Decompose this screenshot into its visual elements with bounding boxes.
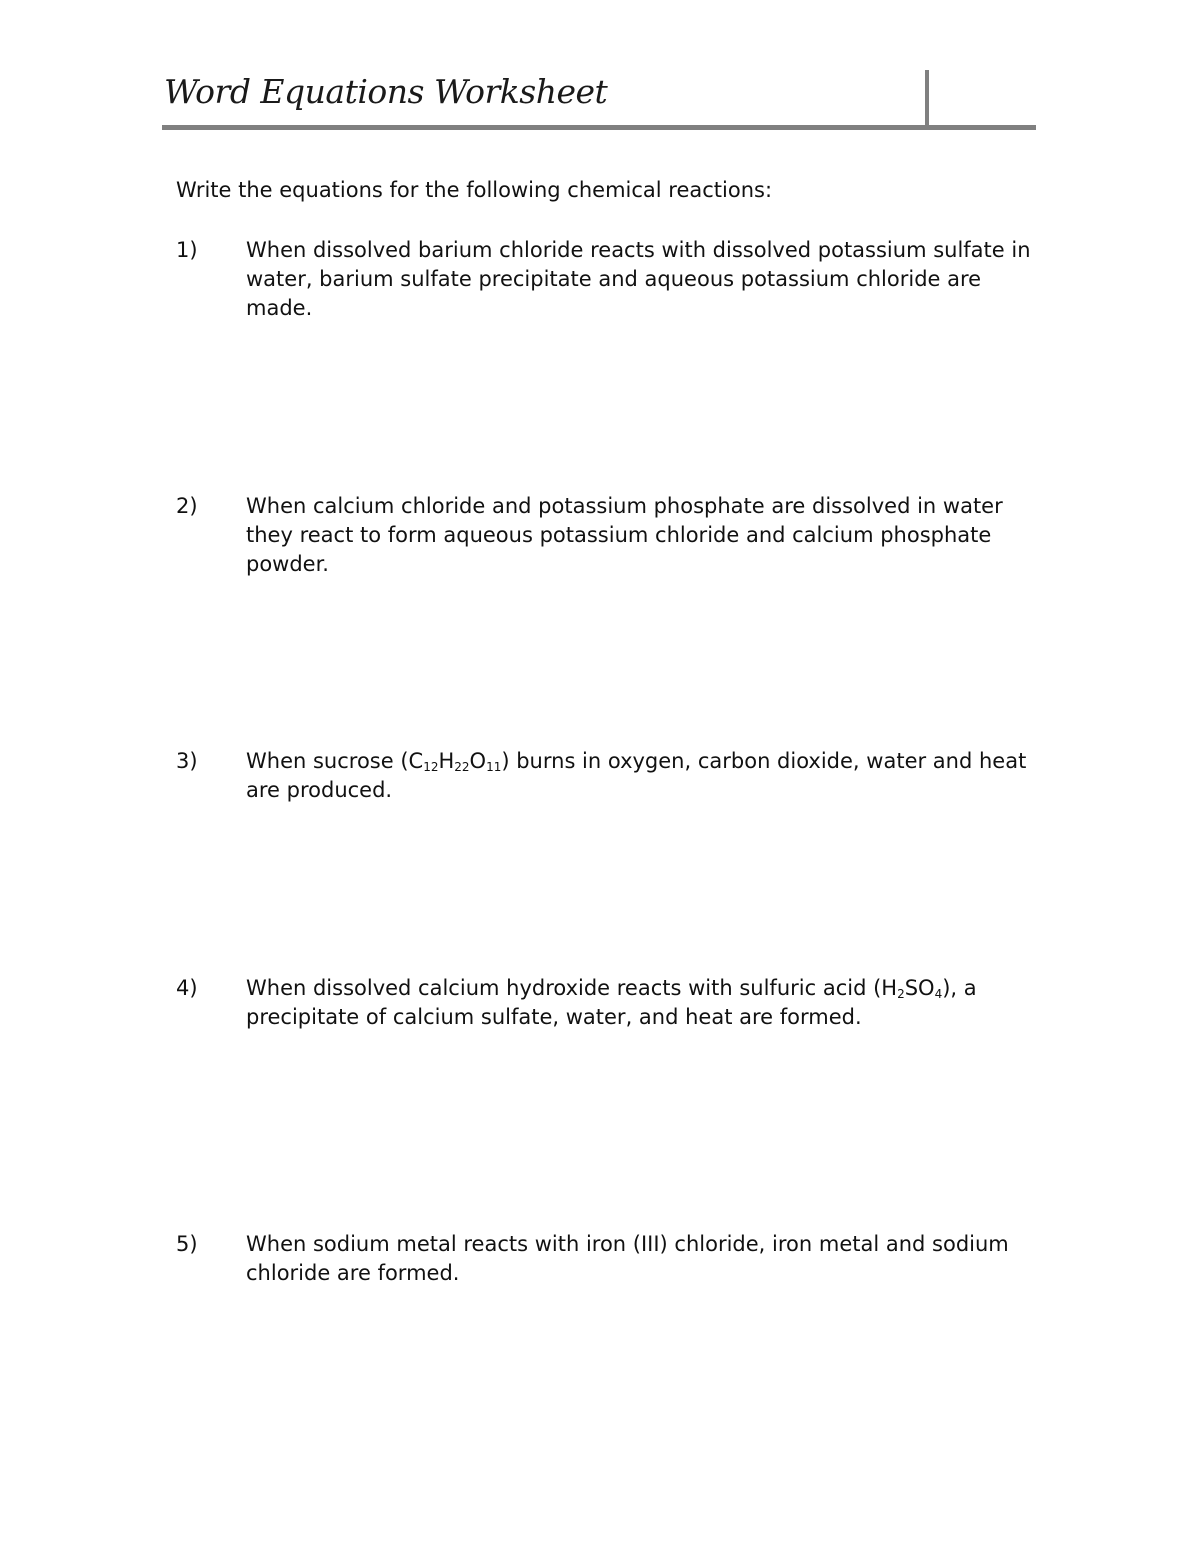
question-text: When sodium metal reacts with iron (III) chloride, iron metal and sodium chloride are formed. (246, 1232, 1009, 1285)
question-number: 5) (176, 1232, 198, 1256)
header-divider (925, 70, 929, 130)
header-rule (162, 125, 1036, 130)
question-text (246, 974, 1036, 1032)
text-segment: SO (904, 976, 935, 1000)
text-segment: ), a precipitate of calcium sulfate, water, and heat are formed. (246, 976, 977, 1029)
subscript: 4 (934, 987, 943, 1001)
question-number: 2) (176, 494, 198, 518)
text-segment: When sucrose (C (246, 749, 424, 773)
instructions: Write the equations for the following chemical reactions: (176, 178, 773, 202)
question-number: 3) (176, 749, 198, 773)
page-title: Word Equations Worksheet (164, 72, 608, 111)
subscript: 11 (486, 760, 502, 774)
question-text (246, 747, 1036, 805)
question-text: When dissolved barium chloride reacts with dissolved potassium sulfate in water, barium sulfate precipitate and aqueous potassium chloride are made. (246, 238, 1031, 320)
text-segment: O (469, 749, 487, 773)
question-number: 4) (176, 976, 198, 1000)
subscript: 12 (423, 760, 439, 774)
subscript: 22 (454, 760, 470, 774)
text-segment: H (438, 749, 455, 773)
text-segment: ) burns in oxygen, carbon dioxide, water and heat are produced. (246, 749, 1027, 802)
text-segment: When dissolved calcium hydroxide reacts with sulfuric acid (H (246, 976, 898, 1000)
question-number: 1) (176, 238, 198, 262)
question-text: When calcium chloride and potassium phosphate are dissolved in water they react to form aqueous potassium chloride and calcium phosphate powder. (246, 494, 1003, 576)
subscript: 2 (897, 987, 905, 1001)
